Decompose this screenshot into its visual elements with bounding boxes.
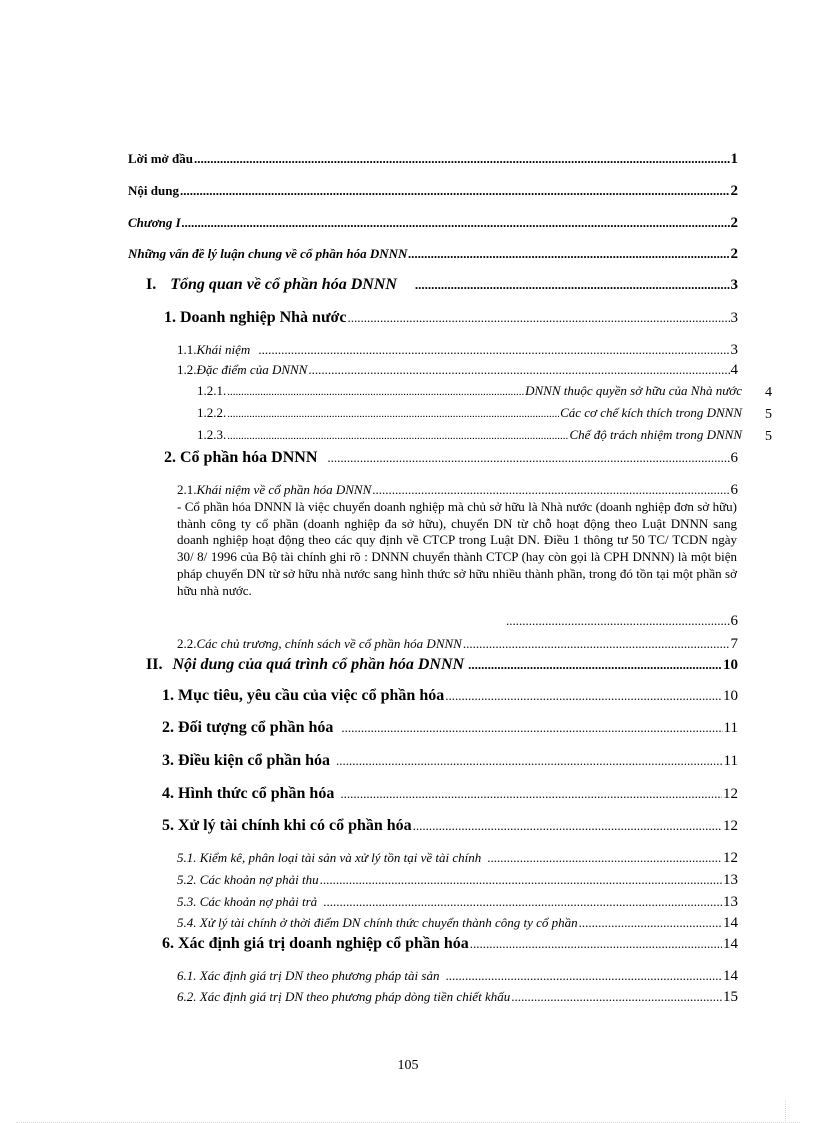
toc-page-number: 2 — [730, 246, 738, 262]
dot-leader — [227, 430, 568, 442]
toc-entry-label: Lời mở đầu — [128, 151, 193, 166]
toc-page-number: 12 — [723, 786, 738, 802]
toc-page-number: 12 — [723, 818, 738, 834]
toc-entry-number: 1.1. — [177, 342, 197, 357]
dot-leader — [445, 688, 722, 704]
dot-leader — [308, 362, 729, 378]
toc-entry-5-3 — [177, 894, 738, 911]
dot-leader — [194, 151, 730, 167]
dot-leader — [413, 818, 722, 834]
toc-entry-ii-2 — [162, 719, 738, 737]
dot-leader — [506, 613, 730, 629]
toc-entry-ii-4 — [162, 785, 738, 803]
toc-entry-number: 1.2.2. — [197, 405, 227, 420]
toc-entry-label: Nội dung — [128, 183, 179, 198]
toc-entry-1-1 — [177, 342, 738, 359]
paragraph-leader — [505, 613, 738, 630]
toc-entry-noi-dung — [128, 183, 738, 200]
dot-leader — [182, 215, 730, 231]
toc-entry-label: 4. Hình thức cổ phần hóa — [162, 785, 335, 802]
dot-leader — [348, 310, 730, 326]
toc-entry-label: 5.3. Các khoản nợ phải trả — [177, 894, 318, 909]
toc-page-number: 15 — [723, 989, 738, 1005]
toc-entry-label: Chương I — [128, 215, 181, 230]
toc-entry-label: 6.2. Xác định giá trị DN theo phương pháp dòng tiền chiết khấu — [177, 989, 511, 1004]
toc-entry-label: 6. Xác định giá trị doanh nghiệp cổ phần hóa — [162, 935, 469, 952]
toc-entry-number: 2.1. — [177, 482, 197, 497]
toc-entry-ii-6 — [162, 935, 738, 953]
toc-page-number: 14 — [723, 915, 738, 931]
toc-entry-label: 1. Mục tiêu, yêu cầu của việc cổ phần hóa — [162, 687, 445, 704]
toc-page-number: 5 — [765, 407, 772, 422]
toc-page-number: 4 — [765, 385, 772, 400]
toc-entry-label: Khái niệm — [196, 342, 251, 357]
toc-page-number: 13 — [723, 872, 738, 888]
toc-entry-2-1 — [177, 482, 738, 499]
dot-leader — [340, 786, 722, 802]
toc-entry-loi-mo-dau — [128, 151, 738, 168]
toc-entry-label: Tổng quan về cổ phần hóa DNNN — [170, 276, 397, 293]
toc-entry-label: 3. Điều kiện cổ phần hóa — [162, 752, 331, 769]
toc-entry-label: Nội dung của quá trình cổ phần hóa DNNN — [172, 656, 465, 673]
toc-entry-5-2 — [177, 872, 738, 889]
toc-entry-label: DNNN thuộc quyền sở hữu của Nhà nước — [525, 383, 742, 398]
toc-entry-ii-3 — [162, 752, 738, 770]
toc-entry-label: Khái niệm về cổ phần hóa DNNN — [196, 482, 372, 497]
dot-leader — [415, 277, 730, 293]
dot-leader — [463, 636, 730, 652]
page-corner-mark — [785, 1100, 786, 1123]
dot-leader — [227, 386, 524, 398]
toc-entry-label: 6.1. Xác định giá trị DN theo phương pháp tài sản — [177, 968, 440, 983]
toc-page-number: 11 — [723, 720, 738, 736]
toc-entry-label: 5.1. Kiểm kê, phân loại tài sản và xử lý tồn tại về tài chính — [177, 850, 482, 865]
toc-entry-label: 2. Cổ phần hóa DNNN — [164, 449, 318, 466]
toc-page-number: 6 — [730, 482, 738, 498]
toc-page-number: 14 — [723, 968, 738, 984]
dot-leader — [468, 657, 722, 673]
toc-entry-5-4 — [177, 915, 738, 932]
toc-section-I — [146, 276, 738, 294]
toc-entry-label: Những vấn đề lý luận chung về cổ phần hóa DNNN — [128, 246, 408, 261]
toc-entry-1-2-1 — [197, 383, 742, 399]
toc-entry-number: 2.2. — [177, 636, 197, 651]
toc-entry-label: Đặc điểm của DNNN — [196, 362, 308, 377]
section-roman-numeral: II. — [146, 656, 163, 673]
toc-page-number: 13 — [723, 894, 738, 910]
dot-leader — [408, 246, 729, 262]
toc-entry-1-2-2 — [197, 405, 742, 421]
page-number: 105 — [397, 1058, 419, 1073]
toc-entry-6-1 — [177, 968, 738, 985]
toc-entry-chuong-1 — [128, 215, 738, 232]
toc-page-number: 11 — [723, 753, 738, 769]
toc-entry-1-2 — [177, 362, 738, 379]
dot-leader — [327, 450, 729, 466]
toc-entry-label: 2. Đối tượng cổ phần hóa — [162, 719, 334, 736]
toc-entry-label: 5.2. Các khoản nợ phải thu — [177, 872, 319, 887]
toc-page-number: 2 — [730, 215, 738, 231]
toc-page-number: 14 — [723, 936, 738, 952]
toc-entry-label: Các cơ chế kích thích trong DNNN — [560, 405, 742, 420]
toc-entry-label: 1. Doanh nghiệp Nhà nước — [164, 309, 347, 326]
toc-entry-ii-5 — [162, 817, 738, 835]
page-number-footer — [0, 1058, 816, 1074]
toc-entry-number: 1.2.3. — [197, 427, 227, 442]
toc-entry-nhung-van-de — [128, 246, 738, 263]
toc-section-II — [146, 656, 738, 674]
toc-page-number: 6 — [730, 613, 738, 629]
dot-leader — [445, 968, 722, 984]
dot-leader — [320, 872, 722, 888]
dot-leader — [372, 482, 729, 498]
toc-page-number: 7 — [730, 636, 738, 652]
toc-page-number: 2 — [730, 183, 738, 199]
toc-entry-5-1 — [177, 850, 738, 867]
toc-entry-2 — [164, 449, 738, 467]
section-roman-numeral: I. — [146, 276, 157, 293]
dot-leader — [487, 850, 722, 866]
toc-entry-1 — [164, 309, 738, 327]
toc-page-number: 1 — [730, 151, 738, 167]
paragraph-text: - Cổ phần hóa DNNN là việc chuyển doanh nghiệp mà chủ sở hữu là Nhà nước (doanh nghiệp đơn sở hữu) thành công ty cổ phần (doanh nghiệp đa sở hữu), chuyển DN từ chỗ hoạt động theo Luật DNNN sang doanh nghiệp hoạt động theo các quy định về CTCP trong Luật DN. Điều 1 thông tư 50 TC/ TCDN ngày 30/ 8/ 1996 của Bộ tài chính ghi rõ : DNNN chuyển thành CTCP (hay còn gọi là CPH DNNN) là một biện pháp chuyển DN từ sở hữu nhà nước sang hình thức sở hữu nhiều thành phần, trong đó tồn tại một phần sở hữu nhà nước. — [177, 499, 737, 598]
definition-paragraph — [177, 499, 737, 599]
toc-page-number: 5 — [765, 429, 772, 444]
toc-page-number: 12 — [723, 850, 738, 866]
toc-page-number: 10 — [723, 688, 738, 704]
toc-entry-6-2 — [177, 989, 738, 1006]
dot-leader — [336, 753, 723, 769]
dot-leader — [579, 915, 722, 931]
toc-page-number: 3 — [730, 277, 738, 293]
toc-entry-label: Các chủ trương, chính sách về cổ phần hóa DNNN — [196, 636, 462, 651]
toc-entry-number: 1.2.1. — [197, 383, 227, 398]
toc-page-number: 3 — [730, 342, 738, 358]
toc-page-number: 4 — [730, 362, 738, 378]
dot-leader — [470, 936, 722, 952]
toc-entry-2-2 — [177, 636, 738, 653]
dot-leader — [180, 183, 730, 199]
dot-leader — [511, 989, 722, 1005]
toc-page-number: 6 — [730, 450, 738, 466]
toc-entry-label: 5.4. Xử lý tài chính ở thời điểm DN chính thức chuyển thành công ty cổ phần — [177, 915, 578, 930]
dot-leader — [323, 894, 722, 910]
toc-page-number: 3 — [730, 310, 738, 326]
toc-entry-label: 5. Xử lý tài chính khi có cổ phần hóa — [162, 817, 412, 834]
toc-page-number: 10 — [723, 657, 738, 673]
dot-leader — [258, 342, 729, 358]
toc-entry-number: 1.2. — [177, 362, 197, 377]
toc-entry-label: Chế độ trách nhiệm trong DNNN — [569, 427, 742, 442]
dot-leader — [227, 408, 559, 420]
toc-entry-ii-1 — [162, 687, 738, 705]
dot-leader — [341, 720, 722, 736]
toc-entry-1-2-3 — [197, 427, 742, 443]
